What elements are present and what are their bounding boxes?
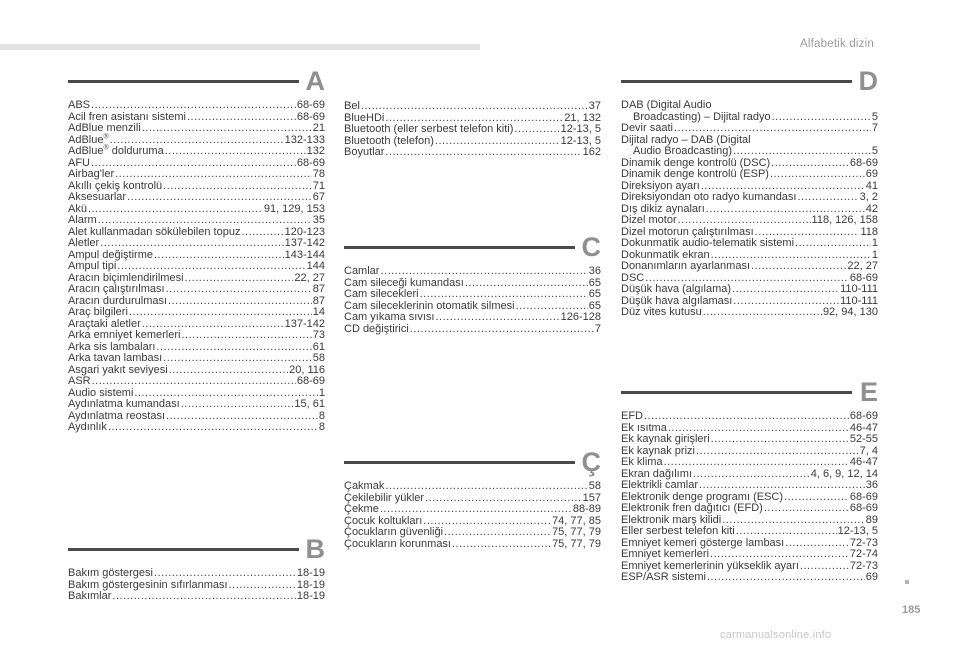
page-reference: 7	[594, 322, 601, 335]
page-reference: 36	[588, 265, 601, 277]
section-D	[621, 66, 878, 319]
index-term-text: Cam yıkama sıvısı	[344, 311, 435, 323]
dot-leader	[800, 561, 849, 573]
index-entry	[621, 261, 878, 273]
page-reference: 21, 132	[564, 111, 601, 124]
dot-leader	[452, 539, 551, 551]
index-term-text: Direksiyon ayarı	[621, 179, 700, 192]
index-term-text: ABS	[68, 99, 91, 111]
dot-leader	[169, 365, 288, 377]
section-rule	[68, 80, 299, 83]
index-term-text: Düşük hava algılaması	[621, 294, 733, 307]
page-reference: 110-111	[840, 294, 878, 307]
index-entry	[68, 422, 325, 434]
index-term-line1: DAB (Digital Audio	[621, 99, 712, 111]
dot-leader	[674, 123, 871, 135]
index-term-text: Camlar	[344, 265, 380, 277]
index-term-text: Düşük hava (algılama)	[621, 283, 732, 295]
index-term-text: ASR	[68, 375, 91, 387]
index-term-text: Akü	[68, 202, 87, 215]
section-rule	[68, 548, 299, 551]
index-entry	[344, 539, 601, 551]
dot-leader	[163, 353, 312, 365]
index-entry-list	[344, 266, 601, 335]
dot-leader	[385, 147, 581, 159]
dot-leader	[696, 446, 859, 458]
dot-leader	[154, 250, 284, 262]
page-reference: 46-47	[849, 421, 878, 434]
index-term-text: Araç bilgileri	[68, 306, 128, 318]
page-reference: 1	[871, 237, 878, 249]
dot-leader	[88, 204, 263, 216]
page-reference: 143-144	[284, 248, 325, 261]
index-entry	[621, 135, 878, 158]
dot-leader	[514, 124, 559, 136]
index-entry	[68, 146, 325, 158]
index-term-text: Cam sileceklerinin otomatik silmesi	[344, 299, 515, 312]
dot-leader	[410, 324, 594, 336]
page-reference: 67	[312, 191, 325, 203]
index-entry-list	[621, 411, 878, 584]
page-reference: 88-89	[572, 503, 601, 515]
index-term-text: Dokunmatik ekran	[621, 248, 710, 261]
index-term-text: AdBlue	[68, 145, 104, 157]
index-term	[621, 123, 673, 135]
index-term-text: Çakmak	[344, 480, 385, 492]
page-reference: 72-73	[849, 536, 878, 549]
page-reference: 89	[865, 513, 878, 526]
index-entry-list	[68, 568, 325, 603]
dot-leader	[703, 307, 822, 319]
page-reference: 69	[865, 571, 878, 583]
index-entry	[68, 365, 325, 377]
dot-leader	[127, 192, 312, 204]
index-term	[344, 147, 384, 159]
dot-leader	[166, 411, 318, 423]
dot-leader	[229, 580, 296, 592]
index-entry	[344, 147, 601, 159]
index-term-text: Dış dikiz aynaları	[621, 202, 705, 215]
top-rule	[0, 44, 480, 50]
page-reference: 87	[312, 294, 325, 307]
index-term-text: Aydınlatma reostası	[68, 409, 166, 422]
page-reference: 65	[588, 288, 601, 300]
section-header	[344, 232, 601, 266]
dot-leader	[711, 434, 849, 446]
index-term-text: Aydınlatma kumandası	[68, 398, 180, 410]
section-letter: A	[305, 66, 325, 96]
page-reference: 61	[312, 340, 325, 353]
page-reference: 37	[588, 100, 601, 112]
page-reference: 68-69	[849, 502, 878, 514]
section-C	[344, 232, 601, 335]
page-reference: 20, 116	[289, 363, 325, 376]
page-reference: 91, 129, 153	[263, 202, 325, 215]
page-reference: 68-69	[296, 156, 325, 169]
page-reference: 75, 77, 79	[552, 526, 601, 538]
dot-leader	[112, 591, 295, 603]
section-header	[621, 377, 878, 411]
index-term-text: Asgari yakıt seviyesi	[68, 363, 168, 376]
dot-leader	[181, 399, 294, 411]
index-term-text: Aletler	[68, 237, 100, 249]
index-term-text: Aracın çalıştırılması	[68, 283, 165, 295]
page-reference: 162	[582, 146, 601, 158]
section-C-cedilla	[344, 447, 601, 550]
dot-leader	[444, 527, 551, 539]
index-entry-list	[621, 100, 878, 319]
dot-leader	[785, 538, 849, 550]
page-reference: 74, 77, 85	[552, 514, 601, 527]
index-term-text: Düz vites kutusu	[621, 306, 702, 318]
index-term-text: Boyutlar	[344, 146, 385, 158]
section-B-continued	[344, 101, 601, 159]
index-term-text: Arka sis lambaları	[68, 340, 156, 353]
dot-leader	[91, 158, 296, 170]
index-entry	[621, 123, 878, 135]
index-term-text: Elektrikli camlar	[621, 479, 699, 491]
page-reference: 12-13, 5	[837, 525, 878, 537]
index-term-text: Aksesuarlar	[68, 191, 127, 203]
page-reference: 118	[860, 225, 878, 238]
page-reference: 42	[865, 202, 878, 215]
index-term	[68, 422, 107, 434]
page-reference: 7, 4	[859, 444, 878, 457]
page-reference: 4, 6, 9, 12, 14	[810, 467, 878, 480]
index-entry-list	[344, 101, 601, 159]
page-reference: 118, 126, 158	[811, 214, 878, 226]
page-reference: 46-47	[849, 456, 878, 468]
index-term-text: Broadcasting) – Dijital radyo	[633, 110, 771, 123]
page-reference: 132	[306, 145, 325, 157]
registered-mark: ®	[103, 144, 109, 152]
dot-leader	[187, 112, 296, 124]
index-term-text: Arka tavan lambası	[68, 352, 163, 364]
index-term-text: Audio sistemi	[68, 386, 134, 399]
dot-leader	[435, 312, 559, 324]
page-reference: 18-19	[296, 590, 325, 602]
page-reference: 68-69	[849, 410, 878, 422]
page-reference: 21	[312, 122, 325, 134]
section-header	[344, 447, 601, 481]
dot-leader	[168, 296, 312, 308]
section-letter: B	[305, 534, 325, 564]
index-term-text: Donanımların ayarlanması	[621, 260, 751, 272]
index-term-text: Aracın durdurulması	[68, 294, 168, 307]
index-term-text: AdBlue menzili	[68, 122, 141, 134]
index-term-text: Arka emniyet kemerleri	[68, 329, 181, 341]
page-reference: 157	[582, 491, 601, 504]
page-reference: 18-19	[296, 567, 325, 579]
dot-leader	[129, 307, 312, 319]
page-reference: 22, 27	[294, 271, 325, 284]
index-term-text: Akıllı çekiş kontrolü	[68, 179, 163, 192]
index-term-text: Ek kaynak girişleri	[621, 433, 710, 445]
section-header	[68, 66, 325, 100]
index-term-text: EFD	[621, 410, 643, 422]
page-reference: 14	[312, 306, 325, 318]
page-reference: 68-69	[296, 99, 325, 111]
dot-leader	[770, 169, 865, 181]
page-reference: 58	[588, 480, 601, 492]
dot-leader	[361, 101, 588, 113]
index-term-text: Alet kullanmadan sökülebilen topuz	[68, 225, 241, 238]
page-reference: 68-69	[849, 271, 878, 284]
index-entry	[68, 204, 325, 216]
dot-leader	[156, 342, 311, 354]
page-reference: 110-111	[840, 283, 878, 295]
index-term-text: Dinamik denge kontrolü (ESP)	[621, 168, 769, 180]
page-reference: 71	[312, 179, 325, 192]
index-term-text: Bakım göstergesi	[68, 567, 153, 579]
index-entry-list	[344, 481, 601, 550]
page-reference: 65	[588, 276, 601, 289]
page-reference: 132-133	[284, 133, 325, 146]
index-term-text: Çekme	[344, 503, 379, 515]
page-header-title: Alfabetik dizin	[800, 38, 874, 50]
dot-leader	[732, 284, 839, 296]
page-reference: 137-142	[284, 317, 325, 330]
page-reference: 72-73	[849, 559, 878, 572]
index-term-text: CD değiştirici	[344, 322, 409, 335]
index-term-text: Emniyet kemerleri	[621, 548, 710, 560]
section-A	[68, 66, 325, 434]
index-term-text: Emniyet kemeri gösterge lambası	[621, 536, 785, 549]
dot-leader	[707, 572, 865, 584]
section-header	[621, 66, 878, 100]
page-reference: 12-13, 5	[560, 134, 601, 147]
index-term-text: ESP/ASR sistemi	[621, 571, 706, 583]
page-reference: 7	[871, 122, 878, 134]
index-term-text: Cam silecekleri	[344, 288, 419, 300]
index-term-text: Audio Broadcasting)	[633, 145, 733, 157]
page-number: 185	[902, 604, 921, 616]
index-term	[621, 307, 702, 319]
page-reference: 41	[865, 179, 878, 192]
index-entry	[344, 493, 601, 505]
index-term-text: Çocukların güvenliği	[344, 526, 444, 538]
dot-leader	[241, 227, 283, 239]
index-term-text: Aydınlık	[68, 421, 107, 433]
index-term-text: Elektronik marş kilidi	[621, 513, 722, 526]
dot-leader	[644, 411, 849, 423]
index-entry-list	[68, 100, 325, 434]
index-term-text: Airbag'ler	[68, 168, 115, 180]
index-term-text: Bel	[344, 100, 360, 112]
dot-leader	[185, 273, 294, 285]
index-term-text: Dinamik denge kontrolü (DSC)	[621, 156, 771, 169]
section-letter: E	[859, 377, 878, 407]
page-reference: 144	[306, 260, 325, 272]
index-term-text: Ek ısıtma	[621, 421, 667, 434]
index-term-text: Elektronik fren dağıtıcı (EFD)	[621, 502, 763, 514]
page-reference: 126-128	[560, 311, 601, 323]
dot-leader	[163, 181, 312, 193]
page-reference: 52-55	[849, 433, 878, 445]
dot-leader	[181, 330, 311, 342]
index-term-text: Aracın biçimlendirilmesi	[68, 271, 184, 284]
page-reference: 18-19	[296, 578, 325, 591]
page-reference: 8	[318, 421, 325, 433]
dot-leader	[465, 278, 588, 290]
section-B	[68, 534, 325, 603]
page-reference: 1	[871, 248, 878, 261]
page-reference: 68-69	[849, 490, 878, 503]
index-term-text: Dizel motor	[621, 214, 677, 226]
page-reference: 92, 94, 130	[822, 306, 878, 318]
index-term-text: Devir saati	[621, 122, 673, 134]
dot-leader	[764, 503, 849, 515]
dot-leader	[142, 123, 312, 135]
index-term-text: Bakımlar	[68, 590, 112, 602]
page-reference: 120-123	[284, 225, 325, 238]
index-term-text: Çocuk koltukları	[344, 514, 423, 527]
index-term	[344, 539, 451, 551]
index-entry	[68, 192, 325, 204]
section-letter: Ç	[581, 447, 601, 477]
watermark: carmanualsonline.info	[720, 629, 832, 641]
index-term-text: Cam sileceği kumandası	[344, 276, 464, 289]
page-reference: 8	[318, 409, 325, 422]
page-reference: 5	[871, 110, 878, 123]
dot-leader	[771, 158, 849, 170]
dot-leader	[784, 492, 849, 504]
section-letter: D	[858, 66, 878, 96]
page-reference: 75, 77, 79	[552, 537, 601, 550]
index-entry	[621, 572, 878, 584]
dot-leader	[425, 493, 582, 505]
page-reference: 68-69	[296, 110, 325, 123]
index-entry	[621, 307, 878, 319]
page-reference: 87	[312, 283, 325, 295]
index-term-text: Dokunmatik audio-telematik sistemi	[621, 237, 795, 249]
section-E	[621, 377, 878, 584]
page-reference: 65	[588, 299, 601, 312]
index-term	[68, 591, 111, 603]
page-reference: 22, 27	[847, 260, 878, 272]
index-term	[344, 324, 409, 336]
page-reference: 69	[865, 168, 878, 180]
index-term-text: Çekilebilir yükler	[344, 491, 425, 504]
index-term-text: Alarm	[68, 214, 97, 226]
dot-leader	[108, 422, 318, 434]
page-reference: 1	[318, 386, 325, 399]
page-reference: 78	[312, 168, 325, 180]
index-term-text: Ekran dağılımı	[621, 467, 692, 480]
index-term-text: Ampul tipi	[68, 260, 117, 272]
index-entry	[68, 591, 325, 603]
index-term-text: Elektronik denge programı (ESC)	[621, 490, 784, 503]
index-term-text: Araçtaki aletler	[68, 317, 141, 330]
index-term-text: Çocukların korunması	[344, 537, 451, 550]
section-rule	[344, 246, 575, 249]
page-reference: 73	[312, 329, 325, 341]
index-term-text: DSC	[621, 271, 645, 284]
page-reference: 3, 2	[859, 191, 878, 203]
dot-leader	[795, 238, 871, 250]
index-term-text: Bakım göstergesinin sıfırlanması	[68, 578, 228, 591]
dot-leader	[166, 284, 312, 296]
index-term-text: BlueHDi	[344, 111, 385, 124]
section-rule	[621, 80, 852, 83]
index-term-text: Acil fren asistanı sistemi	[68, 110, 186, 123]
page-reference: 35	[312, 214, 325, 226]
index-term-text: Eller serbest telefon kiti	[621, 525, 735, 537]
index-term-text: Dizel motorun çalıştırılması	[621, 225, 754, 238]
index-term-text: Ampul değiştirme	[68, 248, 153, 261]
index-entry	[621, 100, 878, 123]
section-rule	[621, 391, 852, 394]
index-term-suffix: dolduruma	[108, 145, 164, 157]
index-term-text: AFU	[68, 156, 90, 169]
index-term-text: AdBlue	[68, 133, 104, 146]
section-letter: C	[581, 232, 601, 262]
page-reference: 72-74	[849, 548, 878, 560]
index-term-text: Bluetooth (eller serbest telefon kiti)	[344, 123, 514, 135]
page-reference: 68-69	[296, 375, 325, 387]
index-term-text: Ek klima	[621, 456, 663, 468]
section-header	[68, 534, 325, 568]
dot-leader	[751, 261, 846, 273]
section-rule	[344, 461, 575, 464]
index-term-text: Ek kaynak prizi	[621, 444, 695, 457]
dot-leader	[165, 146, 306, 158]
index-term-text: Bluetooth (telefon)	[344, 134, 434, 147]
page-reference: 68-69	[849, 156, 878, 169]
dot-leader	[772, 112, 871, 124]
index-entry	[344, 324, 601, 336]
registered-mark: ®	[103, 132, 109, 140]
page-reference: 137-142	[284, 237, 325, 249]
index-term-line1: Dijital radyo – DAB (Digital	[621, 133, 751, 146]
index-term-text: Direksiyondan oto radyo kumandası	[621, 191, 797, 203]
page-reference: 15, 61	[294, 398, 325, 410]
dot-leader	[435, 136, 560, 148]
index-term	[621, 572, 706, 584]
page-reference: 36	[865, 479, 878, 491]
corner-mark	[905, 580, 909, 584]
page-reference: 5	[871, 145, 878, 157]
page-reference: 58	[312, 352, 325, 364]
dot-leader	[693, 469, 810, 481]
index-term-text: Emniyet kemerlerinin yüksеklik ayarı	[621, 559, 799, 572]
dot-leader	[797, 192, 858, 204]
page-reference: 12-13, 5	[560, 123, 601, 135]
